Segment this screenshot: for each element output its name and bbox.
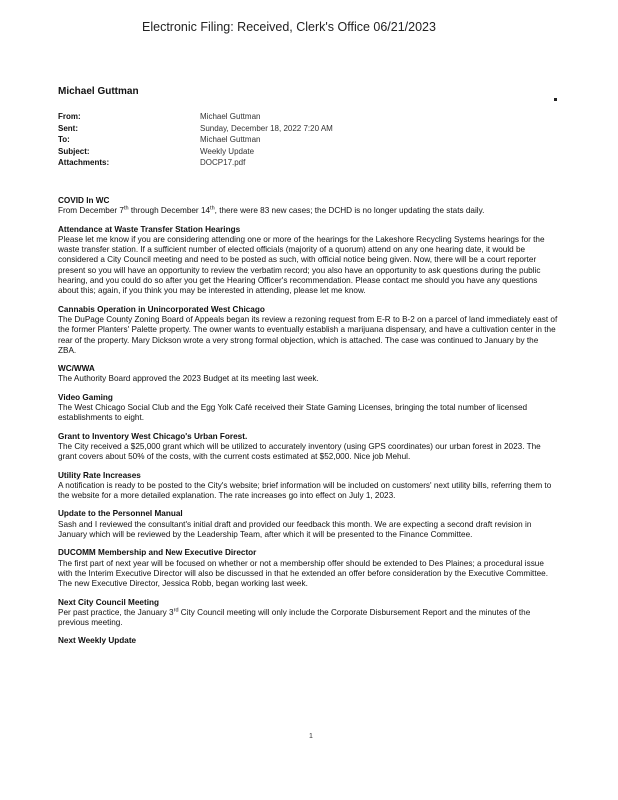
section-urban-forest	[58, 432, 558, 463]
section-title: Update to the Personnel Manual	[58, 509, 183, 519]
scan-mark	[554, 98, 557, 101]
section-cannabis	[58, 305, 558, 356]
section-title: DUCOMM Membership and New Executive Director	[58, 548, 257, 558]
section-text: Please let me know if you are considering attending one or more of the hearings for the Lakeshore Recycling Systems hearings for the waste transfer station. If a sufficient number of elected officials (majority of a quorum) attend on any one hearing date, it would be considered a City Council meeting and need to be posted as such, with official notice being given. Now, there will be a court reporter present so you will have an opportunity to review the verbatim record; you also have an opportunity to ask questions during the public hearing, and you could do so after you get the Hearing Officer's recommendation. Please contact me should you have any questions about this; again, if you think you may be interested in attending, please let me know.	[58, 234, 545, 296]
header-label: Subject:	[58, 146, 90, 156]
section-text: The City received a $25,000 grant which will be utilized to accurately inventory (using GPS coordinates) our urban forest in 2023. The grant covers about 50% of the costs, with the current costs estimated at $52,000. Nice job Mehul.	[58, 441, 541, 462]
section-title: Next City Council Meeting	[58, 597, 159, 607]
section-council-meeting	[58, 598, 558, 629]
section-text: A notification is ready to be posted to the City's website; brief information will be included on customers' next utility bills, referring them to the website for a more detailed explanation. The rate increases go into effect on July 1, 2023.	[58, 480, 552, 501]
section-title: Next Weekly Update	[58, 636, 137, 646]
header-value: Sunday, December 18, 2022 7:20 AM	[200, 123, 333, 133]
header-value: Michael Guttman	[200, 112, 261, 121]
header-value: Weekly Update	[200, 146, 255, 156]
attachment-link[interactable]: DOCP17.pdf	[200, 158, 246, 168]
header-to	[58, 135, 458, 147]
section-text: Sash and I reviewed the consultant's initial draft and provided our feedback this month. We are expecting a second draft revision in January which will be reviewed by the Leadership Team, after which it will be presented to the Finance Committee.	[58, 519, 532, 540]
section-text: Per past practice, the January 3rd City Council meeting will only include the Corporate Disbursement Report and the minutes of the previous meeting.	[58, 607, 531, 628]
header-attachments	[58, 158, 458, 170]
header-label: Sent:	[58, 123, 78, 133]
section-text: The first part of next year will be focused on whether or not a membership offer should be extended to Des Plaines; a procedural issue with the Interim Executive Director will also be discussed in that he extended an offer before consideration by the Executive Committee. The new Executive Director, Jessica Robb, began working last week.	[58, 558, 548, 589]
section-title: WC/WWA	[58, 364, 95, 374]
section-next-update	[58, 636, 558, 646]
section-text: From December 7th through December 14th, there were 83 new cases; the DCHD is no longer updating the stats daily.	[58, 205, 485, 216]
section-text: The DuPage County Zoning Board of Appeals began its review a rezoning request from E-R to B-2 on a parcel of land immediately east of the former Planters' Palette property. The owner wants to eventually establish a marijuana dispensary, and have a cultivation center in the rear of the property. Mary Dickson wrote a very strong formal objection, which is attached. The case was continued to January by the ZBA.	[58, 314, 558, 355]
section-utility-rates	[58, 471, 558, 502]
section-title: Attendance at Waste Transfer Station Hearings	[58, 224, 241, 234]
header-label: From:	[58, 112, 81, 121]
section-ducomm	[58, 548, 558, 589]
section-title: Cannabis Operation in Unincorporated West Chicago	[58, 304, 265, 314]
section-personnel-manual	[58, 509, 558, 540]
email-headers	[58, 112, 458, 170]
section-wcwwa	[58, 364, 558, 385]
section-title: Grant to Inventory West Chicago's Urban Forest.	[58, 431, 248, 441]
email-body	[58, 196, 558, 655]
section-waste-transfer	[58, 225, 558, 297]
section-title: Video Gaming	[58, 392, 113, 402]
page-number: 1	[309, 733, 313, 740]
section-text: The Authority Board approved the 2023 Budget at its meeting last week.	[58, 374, 319, 384]
header-from	[58, 112, 458, 124]
section-covid	[58, 196, 558, 217]
header-value: Michael Guttman	[200, 135, 261, 145]
header-label: To:	[58, 135, 70, 145]
sender-name: Michael Guttman	[58, 86, 139, 97]
header-sent	[58, 124, 458, 136]
section-title: COVID In WC	[58, 196, 110, 205]
section-title: Utility Rate Increases	[58, 470, 141, 480]
section-text: The West Chicago Social Club and the Egg Yolk Café received their State Gaming Licenses, bringing the total number of licensed establishments to eight.	[58, 403, 528, 423]
section-video-gaming	[58, 393, 558, 424]
header-subject	[58, 147, 458, 159]
header-label: Attachments:	[58, 158, 110, 168]
filing-stamp: Electronic Filing: Received, Clerk's Office 06/21/2023	[142, 20, 436, 34]
